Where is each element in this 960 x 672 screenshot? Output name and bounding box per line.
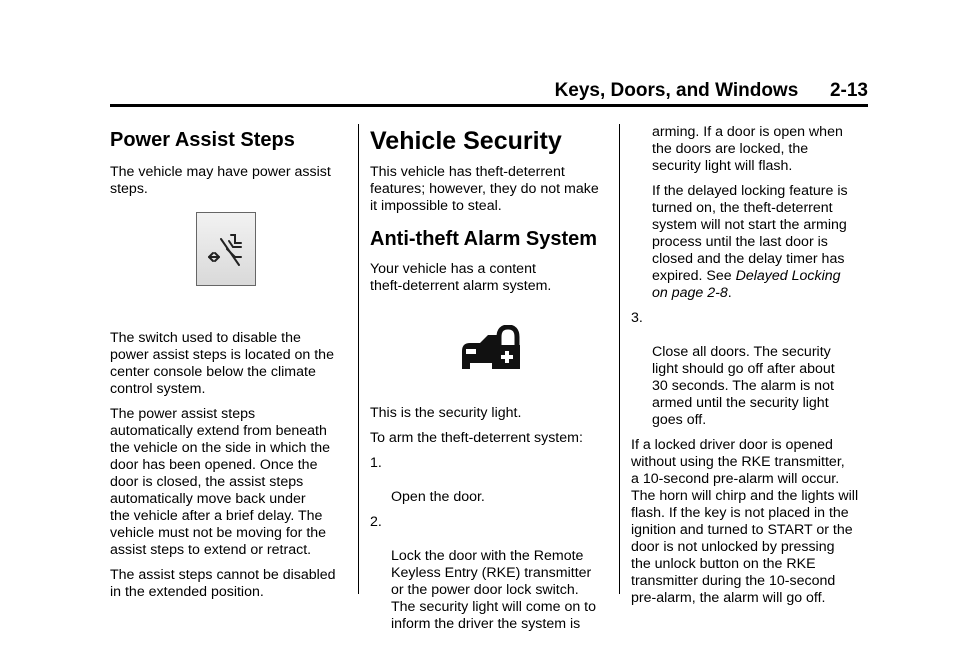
text: If the delayed locking feature is turned on, the theft-deterrent system will not start the arming process until the last door is closed and the delay timer has expired. See [652, 183, 848, 284]
icon-figure [110, 212, 350, 322]
list-continuation: arming. If a door is open when the doors are locked, the security light will flash. [652, 124, 843, 174]
column-divider-2 [619, 124, 620, 594]
paragraph: The vehicle may have power assist steps. [110, 164, 331, 197]
list-item [370, 514, 610, 633]
cross-reference-link[interactable]: Delayed Locking on page 2-8 [652, 268, 841, 301]
running-header [110, 80, 868, 102]
paragraph: The power assist steps automatically extend from beneath the vehicle on the side in which the door has been opened. Once the door is closed, the assist steps automatically move back under the vehicle after a brief delay. The vehicle must not be moving for the assist steps to extend or retract. [110, 406, 331, 558]
section-heading-vehicle-security: Vehicle Security [370, 127, 562, 155]
list-number: 2. [370, 514, 382, 530]
power-assist-steps-disable-icon [196, 212, 256, 286]
list-number: 1. [370, 455, 382, 471]
paragraph: If a locked driver door is opened without using the RKE transmitter, a 10-second pre-alarm will occur. The horn will chirp and the lights will flash. If the key is not placed in the ignition and turned to START or the door is not unlocked by pressing the unlock button on the RKE transmitter during the 10-second pre-alarm, the alarm will go off. [631, 437, 859, 606]
list-item [631, 310, 871, 429]
column-divider-1 [358, 124, 359, 594]
list-text: Open the door. [391, 489, 485, 505]
text: . [727, 285, 732, 301]
security-light-icon [458, 325, 520, 371]
list-text: Close all doors. The security light should go off after about 30 seconds. The alarm is not armed until the security light goes off. [652, 344, 835, 428]
page-number: 2-13 [829, 80, 868, 101]
paragraph: The assist steps cannot be disabled in the extended position. [110, 567, 336, 600]
column-2 [370, 124, 610, 641]
header-title: Keys, Doors, and Windows [554, 80, 799, 101]
paragraph: Your vehicle has a content theft-deterrent alarm system. [370, 261, 552, 294]
section-heading-power-assist-steps: Power Assist Steps [110, 129, 295, 151]
list-item [370, 455, 610, 506]
icon-figure [370, 303, 610, 403]
subsection-heading-anti-theft: Anti-theft Alarm System [370, 228, 598, 250]
column-3 [631, 124, 871, 615]
list-text: Lock the door with the Remote Keyless Entry (RKE) transmitter or the power door lock switch. The security light will come on to inform the driver the system is [391, 548, 597, 632]
paragraph: This vehicle has theft-deterrent features; however, they do not make it impossible to steal. [370, 164, 599, 214]
column-1 [110, 124, 350, 609]
paragraph: To arm the theft-deterrent system: [370, 430, 583, 446]
list-continuation [631, 183, 871, 302]
header-rule [110, 104, 868, 107]
list-number: 3. [631, 310, 643, 326]
paragraph: This is the security light. [370, 405, 522, 421]
paragraph: The switch used to disable the power assist steps is located on the center console below the climate control system. [110, 330, 334, 397]
